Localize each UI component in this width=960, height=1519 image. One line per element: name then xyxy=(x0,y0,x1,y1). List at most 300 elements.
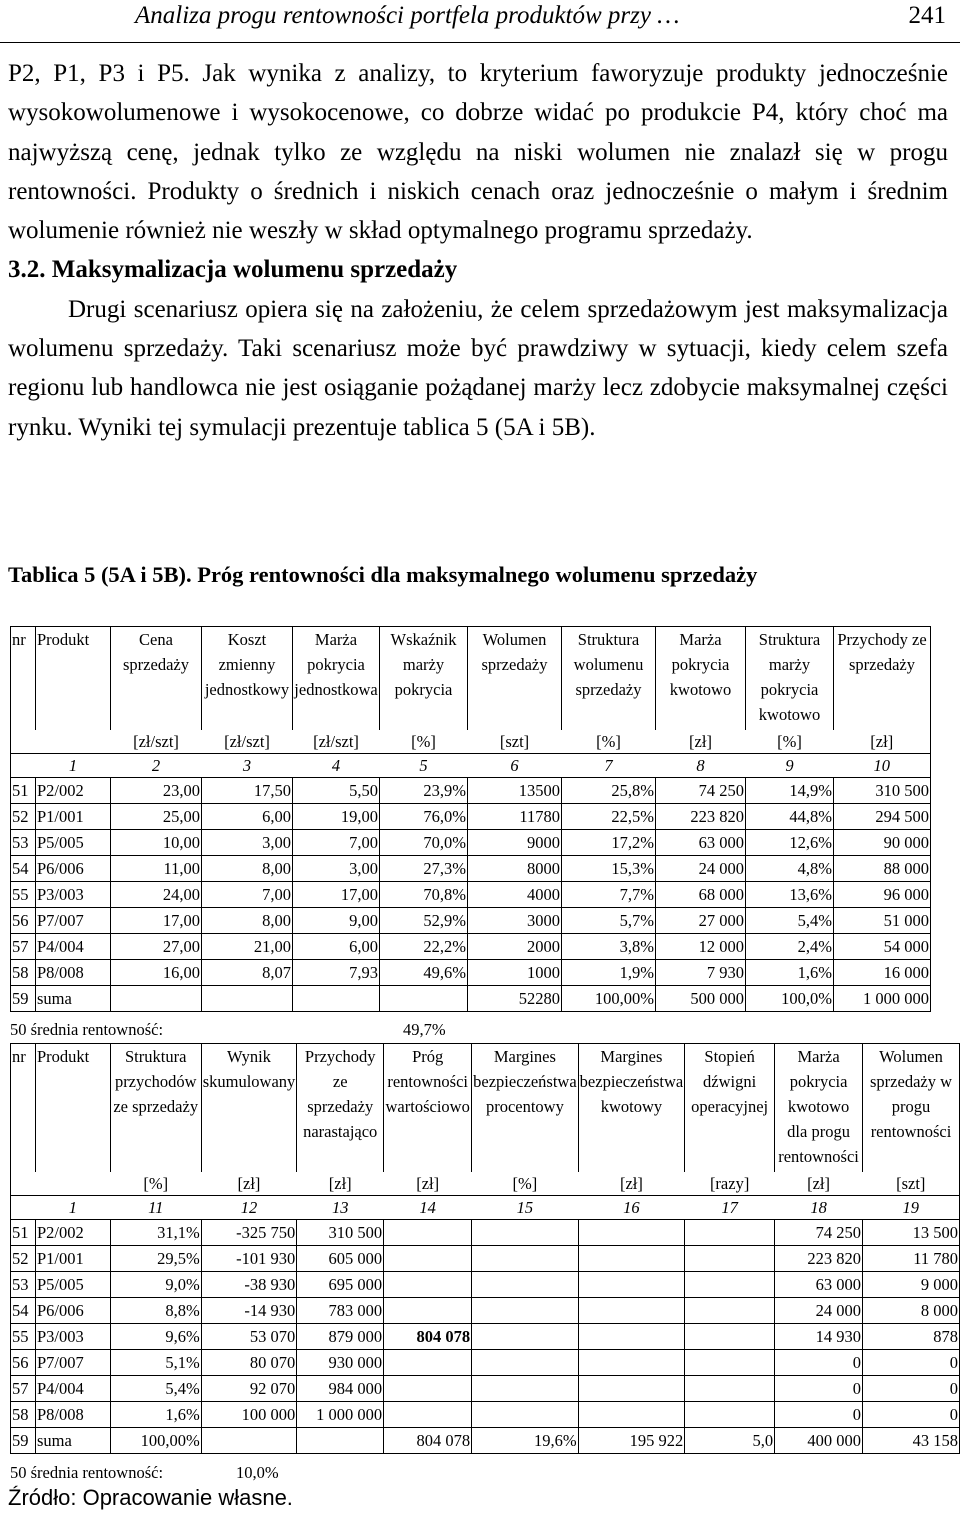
table-cell: 223 820 xyxy=(656,804,746,830)
table-cell: 17,2% xyxy=(562,830,656,856)
table-cell: 500 000 xyxy=(656,986,746,1012)
table-cell: 54 000 xyxy=(834,934,931,960)
table-cell: 9 000 xyxy=(863,1272,960,1298)
table-cell xyxy=(384,1272,472,1298)
table-cell: -14 930 xyxy=(201,1298,297,1324)
table-cell: 195 922 xyxy=(578,1428,685,1454)
table-cell: 74 250 xyxy=(775,1220,863,1246)
table-cell xyxy=(578,1272,685,1298)
table-b-colnum-5: 14 xyxy=(384,1196,472,1220)
table-row xyxy=(11,960,931,986)
table-cell: -325 750 xyxy=(201,1220,297,1246)
table-cell: 11,00 xyxy=(111,856,202,882)
table-cell: 13,6% xyxy=(746,882,834,908)
table-b-colnum-0 xyxy=(11,1196,36,1220)
table-cell: 2000 xyxy=(468,934,562,960)
table-5b xyxy=(10,1043,960,1454)
table-a-header-0: nr xyxy=(11,627,36,731)
table-b-unit-6: [%] xyxy=(472,1172,579,1196)
table-cell: 0 xyxy=(775,1350,863,1376)
table-cell: 7,00 xyxy=(202,882,293,908)
table-cell: 52,9% xyxy=(380,908,468,934)
table-cell: P8/008 xyxy=(36,960,111,986)
table-cell: 17,00 xyxy=(111,908,202,934)
table-cell: 5,4% xyxy=(746,908,834,934)
table-cell: 11 780 xyxy=(863,1246,960,1272)
table-b-header-5: Próg rentowności wartościowo xyxy=(384,1044,472,1173)
table-cell xyxy=(472,1376,579,1402)
table-cell: 100,0% xyxy=(746,986,834,1012)
table-cell: 783 000 xyxy=(297,1298,384,1324)
table-cell: 9,00 xyxy=(293,908,380,934)
table-row xyxy=(11,1350,960,1376)
table-cell: 17,00 xyxy=(293,882,380,908)
table-cell: 0 xyxy=(863,1376,960,1402)
table-row xyxy=(11,804,931,830)
table-a-colnum-5: 5 xyxy=(380,754,468,778)
table-cell: 96 000 xyxy=(834,882,931,908)
table-a-header-10: Przychody ze sprzedaży xyxy=(834,627,931,731)
table-b-header-3: Wynik skumulowany xyxy=(201,1044,297,1173)
table-cell: 7 930 xyxy=(656,960,746,986)
table-cell: 879 000 xyxy=(297,1324,384,1350)
table-a-colnum-3: 3 xyxy=(202,754,293,778)
table-cell: 25,8% xyxy=(562,778,656,804)
table-cell: 6,00 xyxy=(293,934,380,960)
avg-label-a: 50 średnia rentowność: xyxy=(10,1020,164,1039)
table-cell: P3/003 xyxy=(36,882,111,908)
table-cell: 1 000 000 xyxy=(297,1402,384,1428)
sum-row xyxy=(11,1428,960,1454)
avg-value-b-wrap xyxy=(236,1463,279,1483)
section-heading: 3.2. Maksymalizacja wolumenu sprzedaży xyxy=(8,256,458,284)
table-cell: 1,6% xyxy=(110,1402,201,1428)
avg-row-b xyxy=(10,1463,163,1483)
table-cell xyxy=(578,1220,685,1246)
avg-value-a: 49,7% xyxy=(403,1020,446,1039)
table-cell xyxy=(685,1350,775,1376)
table-cell: 13 500 xyxy=(863,1220,960,1246)
table-cell: 56 xyxy=(11,908,36,934)
table-cell: 3,00 xyxy=(293,856,380,882)
table-cell: 2,4% xyxy=(746,934,834,960)
table-cell: 9000 xyxy=(468,830,562,856)
table-cell: 14 930 xyxy=(775,1324,863,1350)
table-cell: 3,8% xyxy=(562,934,656,960)
table-b-unit-2: [%] xyxy=(110,1172,201,1196)
table-cell xyxy=(472,1298,579,1324)
table-cell: 12,6% xyxy=(746,830,834,856)
table-cell: 0 xyxy=(775,1376,863,1402)
paragraph-2: Drugi scenariusz opiera się na założeniu, że celem sprzedażowym jest maksymalizacja wolumenu sprzedaży. Taki scenariusz może być prawdziwy w sytuacji, kiedy celem szefa regionu lub handlowca nie jest osiąganie pożądanej marży lecz zdobycie maksymalnej części rynku. Wyniki tej symulacji prezentuje tablica 5 (5A i 5B). xyxy=(8,295,948,441)
table-a-colnum-7: 7 xyxy=(562,754,656,778)
table-cell: 13500 xyxy=(468,778,562,804)
table-a-unit-3: [zł/szt] xyxy=(202,730,293,754)
table-a-colnum-8: 8 xyxy=(656,754,746,778)
table-cell: 58 xyxy=(11,960,36,986)
table-cell: 3,00 xyxy=(202,830,293,856)
table-row xyxy=(11,1402,960,1428)
table-cell: 5,0 xyxy=(685,1428,775,1454)
table-cell: 930 000 xyxy=(297,1350,384,1376)
table-a-unit-2: [zł/szt] xyxy=(111,730,202,754)
table-b-header-8: Stopień dźwigni operacyjnej xyxy=(685,1044,775,1173)
table-cell: 223 820 xyxy=(775,1246,863,1272)
table-a-header-8: Marża pokrycia kwotowo xyxy=(656,627,746,731)
avg-label-b: 50 średnia rentowność: xyxy=(10,1463,164,1482)
table-cell: 400 000 xyxy=(775,1428,863,1454)
table-a-colnum-6: 6 xyxy=(468,754,562,778)
table-cell: P8/008 xyxy=(35,1402,110,1428)
table-a-colnum-10: 10 xyxy=(834,754,931,778)
table-cell: 31,1% xyxy=(110,1220,201,1246)
table-cell: 8,00 xyxy=(202,856,293,882)
table-cell: 100 000 xyxy=(201,1402,297,1428)
table-cell: 24 000 xyxy=(775,1298,863,1324)
table-cell: 68 000 xyxy=(656,882,746,908)
table-cell: 7,93 xyxy=(293,960,380,986)
table-cell: 9,6% xyxy=(110,1324,201,1350)
table-cell xyxy=(472,1246,579,1272)
table-b-unit-10: [szt] xyxy=(863,1172,960,1196)
table-a-colnum-4: 4 xyxy=(293,754,380,778)
table-cell: 10,00 xyxy=(111,830,202,856)
table-a-header-1: Produkt xyxy=(36,627,111,731)
table-cell xyxy=(685,1376,775,1402)
table-cell: 17,50 xyxy=(202,778,293,804)
table-cell: 4,8% xyxy=(746,856,834,882)
table-cell: P1/001 xyxy=(35,1246,110,1272)
table-a-colnum-9: 9 xyxy=(746,754,834,778)
table-cell xyxy=(578,1298,685,1324)
table-a-unit-4: [zł/szt] xyxy=(293,730,380,754)
table-cell: 22,2% xyxy=(380,934,468,960)
table-cell: 5,50 xyxy=(293,778,380,804)
table-b-unit-3: [zł] xyxy=(201,1172,297,1196)
table-cell: 44,8% xyxy=(746,804,834,830)
table-cell: 984 000 xyxy=(297,1376,384,1402)
table-cell: 22,5% xyxy=(562,804,656,830)
table-b-colnum-8: 17 xyxy=(685,1196,775,1220)
table-cell: 27 000 xyxy=(656,908,746,934)
table-cell: 6,00 xyxy=(202,804,293,830)
table-b-colnum-2: 11 xyxy=(110,1196,201,1220)
table-cell: 19,6% xyxy=(472,1428,579,1454)
paragraph-1: P2, P1, P3 i P5. Jak wynika z analizy, to kryterium faworyzuje produkty jednocześnie wysokowolumenowe i wysokocenowe, co dobrze widać po produkcie P4, który choć ma najwyższą cenę, jednak tylko ze względu na niski wolumen nie znalazł się w progu rentowności. Produkty o średnich i niskich cenach oraz jednocześnie o małym i średnim wolumenie również nie weszły w skład optymalnego programu sprzedaży. xyxy=(8,60,948,245)
table-cell: P7/007 xyxy=(35,1350,110,1376)
table-cell: 55 xyxy=(11,882,36,908)
table-cell: 16 000 xyxy=(834,960,931,986)
table-cell: 5,1% xyxy=(110,1350,201,1376)
table-a-colnum-1: 1 xyxy=(36,754,111,778)
table-cell xyxy=(685,1324,775,1350)
table-b-colnum-6: 15 xyxy=(472,1196,579,1220)
table-cell: 53 070 xyxy=(201,1324,297,1350)
table-cell: 0 xyxy=(775,1402,863,1428)
table-row xyxy=(11,1246,960,1272)
table-cell: 3000 xyxy=(468,908,562,934)
table-cell xyxy=(472,1350,579,1376)
table-b-colnum-4: 13 xyxy=(297,1196,384,1220)
table-cell xyxy=(685,1298,775,1324)
table-b-header-0: nr xyxy=(11,1044,36,1173)
page-number: 241 xyxy=(908,2,946,29)
table-cell: 70,0% xyxy=(380,830,468,856)
table-cell xyxy=(384,1350,472,1376)
running-header xyxy=(0,0,960,43)
sum-row xyxy=(11,986,931,1012)
table-row xyxy=(11,778,931,804)
table-a-header-3: Koszt zmienny jednostkowy xyxy=(202,627,293,731)
table-cell: 53 xyxy=(11,830,36,856)
table-cell: 56 xyxy=(11,1350,36,1376)
table-cell: P1/001 xyxy=(36,804,111,830)
source-note: Źródło: Opracowanie własne. xyxy=(8,1485,293,1510)
table-5a xyxy=(10,626,931,1012)
table-cell: 1,6% xyxy=(746,960,834,986)
table-cell: 7,7% xyxy=(562,882,656,908)
table-a-header-6: Wolumen sprzedaży xyxy=(468,627,562,731)
table-cell xyxy=(578,1350,685,1376)
table-b-header-7: Margines bezpieczeństwa kwotowy xyxy=(578,1044,685,1173)
table-cell: 695 000 xyxy=(297,1272,384,1298)
table-cell xyxy=(472,1272,579,1298)
table-cell: 76,0% xyxy=(380,804,468,830)
table-b-colnum-9: 18 xyxy=(775,1196,863,1220)
table-cell: P4/004 xyxy=(35,1376,110,1402)
table-caption-text: Próg rentowności dla maksymalnego wolumenu sprzedaży xyxy=(197,562,758,587)
table-cell: 29,5% xyxy=(110,1246,201,1272)
avg-value-a-wrap xyxy=(403,1020,446,1040)
table-cell: 0 xyxy=(863,1402,960,1428)
table-cell: 100,00% xyxy=(562,986,656,1012)
table-cell xyxy=(201,1428,297,1454)
table-a-colnum-0 xyxy=(11,754,36,778)
table-cell: 24,00 xyxy=(111,882,202,908)
table-cell xyxy=(384,1402,472,1428)
table-cell: 5,4% xyxy=(110,1376,201,1402)
table-a-header-2: Cena sprzedaży xyxy=(111,627,202,731)
table-cell xyxy=(685,1246,775,1272)
table-cell: 0 xyxy=(863,1350,960,1376)
table-cell: 7,00 xyxy=(293,830,380,856)
table-b-header-4: Przychody ze sprzedaży narastająco xyxy=(297,1044,384,1173)
table-cell: 52280 xyxy=(468,986,562,1012)
table-b-header-1: Produkt xyxy=(35,1044,110,1173)
table-row xyxy=(11,934,931,960)
table-cell xyxy=(578,1376,685,1402)
table-b-colnum-10: 19 xyxy=(863,1196,960,1220)
table-a-colnum-2: 2 xyxy=(111,754,202,778)
table-cell xyxy=(578,1246,685,1272)
table-cell xyxy=(384,1220,472,1246)
table-cell: P5/005 xyxy=(35,1272,110,1298)
table-cell: 804 078 xyxy=(384,1428,472,1454)
table-cell: 54 xyxy=(11,1298,36,1324)
table-b-unit-4: [zł] xyxy=(297,1172,384,1196)
table-cell: 11780 xyxy=(468,804,562,830)
table-cell: 43 158 xyxy=(863,1428,960,1454)
table-cell xyxy=(293,986,380,1012)
table-cell: 804 078 xyxy=(384,1324,472,1350)
table-cell: 25,00 xyxy=(111,804,202,830)
table-cell: 80 070 xyxy=(201,1350,297,1376)
table-cell: 55 xyxy=(11,1324,36,1350)
table-cell: 12 000 xyxy=(656,934,746,960)
table-cell: 63 000 xyxy=(656,830,746,856)
avg-value-b: 10,0% xyxy=(236,1463,279,1482)
table-cell: 310 500 xyxy=(297,1220,384,1246)
table-cell: 49,6% xyxy=(380,960,468,986)
table-b-header-10: Wolumen sprzedaży w progu rentowności xyxy=(863,1044,960,1173)
table-row xyxy=(11,882,931,908)
table-cell xyxy=(384,1298,472,1324)
table-cell: 52 xyxy=(11,804,36,830)
table-cell: 4000 xyxy=(468,882,562,908)
table-a-unit-8: [zł] xyxy=(656,730,746,754)
table-row xyxy=(11,1298,960,1324)
table-a-unit-10: [zł] xyxy=(834,730,931,754)
table-cell: 74 250 xyxy=(656,778,746,804)
table-b-unit-9: [zł] xyxy=(775,1172,863,1196)
table-cell: P3/003 xyxy=(35,1324,110,1350)
running-title: Analiza progu rentowności portfela produktów przy … xyxy=(135,2,680,29)
table-cell: 294 500 xyxy=(834,804,931,830)
table-cell: 310 500 xyxy=(834,778,931,804)
table-cell: 605 000 xyxy=(297,1246,384,1272)
table-row xyxy=(11,856,931,882)
table-caption xyxy=(8,558,938,592)
table-cell: 8,07 xyxy=(202,960,293,986)
table-cell xyxy=(384,1376,472,1402)
table-cell: 23,00 xyxy=(111,778,202,804)
table-cell: 9,0% xyxy=(110,1272,201,1298)
table-cell: 54 xyxy=(11,856,36,882)
table-a-header-5: Wskaźnik marży pokrycia xyxy=(380,627,468,731)
table-cell: P4/004 xyxy=(36,934,111,960)
table-cell: P2/002 xyxy=(35,1220,110,1246)
table-cell: 100,00% xyxy=(110,1428,201,1454)
table-cell: 58 xyxy=(11,1402,36,1428)
table-cell: 1000 xyxy=(468,960,562,986)
table-cell: 51 000 xyxy=(834,908,931,934)
table-cell: 88 000 xyxy=(834,856,931,882)
table-a-header-4: Marża pokrycia jednostkowa xyxy=(293,627,380,731)
table-cell: 21,00 xyxy=(202,934,293,960)
table-a-unit-1 xyxy=(36,730,111,754)
table-cell: P2/002 xyxy=(36,778,111,804)
table-b-header-2: Struktura przychodów ze sprzedaży xyxy=(110,1044,201,1173)
table-b-colnum-1: 1 xyxy=(35,1196,110,1220)
table-cell xyxy=(685,1220,775,1246)
table-a-unit-5: [%] xyxy=(380,730,468,754)
table-b-header-9: Marża pokrycia kwotowo dla progu rentowności xyxy=(775,1044,863,1173)
table-cell: 90 000 xyxy=(834,830,931,856)
table-cell: 59 xyxy=(11,986,36,1012)
table-cell: 53 xyxy=(11,1272,36,1298)
table-cell xyxy=(380,986,468,1012)
table-cell xyxy=(111,986,202,1012)
table-cell: P7/007 xyxy=(36,908,111,934)
table-cell xyxy=(472,1402,579,1428)
table-cell xyxy=(578,1324,685,1350)
table-cell xyxy=(472,1324,579,1350)
table-cell xyxy=(297,1428,384,1454)
table-cell: -38 930 xyxy=(201,1272,297,1298)
table-cell: 16,00 xyxy=(111,960,202,986)
table-b-unit-0 xyxy=(11,1172,36,1196)
table-row xyxy=(11,1324,960,1350)
table-caption-label: Tablica 5 (5A i 5B). xyxy=(8,562,192,587)
avg-row-a xyxy=(10,1020,163,1040)
table-cell: P6/006 xyxy=(36,856,111,882)
table-a-unit-9: [%] xyxy=(746,730,834,754)
table-cell: 51 xyxy=(11,778,36,804)
table-b-unit-7: [zł] xyxy=(578,1172,685,1196)
table-b-header-6: Margines bezpieczeństwa procentowy xyxy=(472,1044,579,1173)
table-b-colnum-7: 16 xyxy=(578,1196,685,1220)
body-text xyxy=(8,54,948,447)
table-cell: 1,9% xyxy=(562,960,656,986)
table-cell: -101 930 xyxy=(201,1246,297,1272)
table-cell xyxy=(202,986,293,1012)
table-a-unit-0 xyxy=(11,730,36,754)
table-b-colnum-3: 12 xyxy=(201,1196,297,1220)
table-cell xyxy=(384,1246,472,1272)
table-cell: 63 000 xyxy=(775,1272,863,1298)
table-cell xyxy=(685,1272,775,1298)
table-cell: 8 000 xyxy=(863,1298,960,1324)
table-cell: 5,7% xyxy=(562,908,656,934)
table-cell: suma xyxy=(35,1428,110,1454)
table-cell: P5/005 xyxy=(36,830,111,856)
table-cell xyxy=(685,1402,775,1428)
table-row xyxy=(11,830,931,856)
table-b-unit-8: [razy] xyxy=(685,1172,775,1196)
table-cell: 59 xyxy=(11,1428,36,1454)
table-cell: 52 xyxy=(11,1246,36,1272)
table-cell: 24 000 xyxy=(656,856,746,882)
table-b-unit-5: [zł] xyxy=(384,1172,472,1196)
table-cell: 51 xyxy=(11,1220,36,1246)
table-cell xyxy=(472,1220,579,1246)
table-cell: 8,8% xyxy=(110,1298,201,1324)
table-cell: 878 xyxy=(863,1324,960,1350)
table-cell: 23,9% xyxy=(380,778,468,804)
table-cell: 27,00 xyxy=(111,934,202,960)
table-cell: 70,8% xyxy=(380,882,468,908)
table-row xyxy=(11,1272,960,1298)
table-cell: 15,3% xyxy=(562,856,656,882)
table-cell: P6/006 xyxy=(35,1298,110,1324)
table-row xyxy=(11,908,931,934)
table-cell: 19,00 xyxy=(293,804,380,830)
table-cell: 57 xyxy=(11,934,36,960)
table-cell: 27,3% xyxy=(380,856,468,882)
table-a-unit-7: [%] xyxy=(562,730,656,754)
table-a-header-9: Struktura marży pokrycia kwotowo xyxy=(746,627,834,731)
table-cell: 1 000 000 xyxy=(834,986,931,1012)
table-a-unit-6: [szt] xyxy=(468,730,562,754)
table-cell: 57 xyxy=(11,1376,36,1402)
table-cell: 92 070 xyxy=(201,1376,297,1402)
table-cell: suma xyxy=(36,986,111,1012)
table-a-header-7: Struktura wolumenu sprzedaży xyxy=(562,627,656,731)
table-row xyxy=(11,1220,960,1246)
table-b-unit-1 xyxy=(35,1172,110,1196)
table-cell xyxy=(578,1402,685,1428)
table-cell: 8,00 xyxy=(202,908,293,934)
